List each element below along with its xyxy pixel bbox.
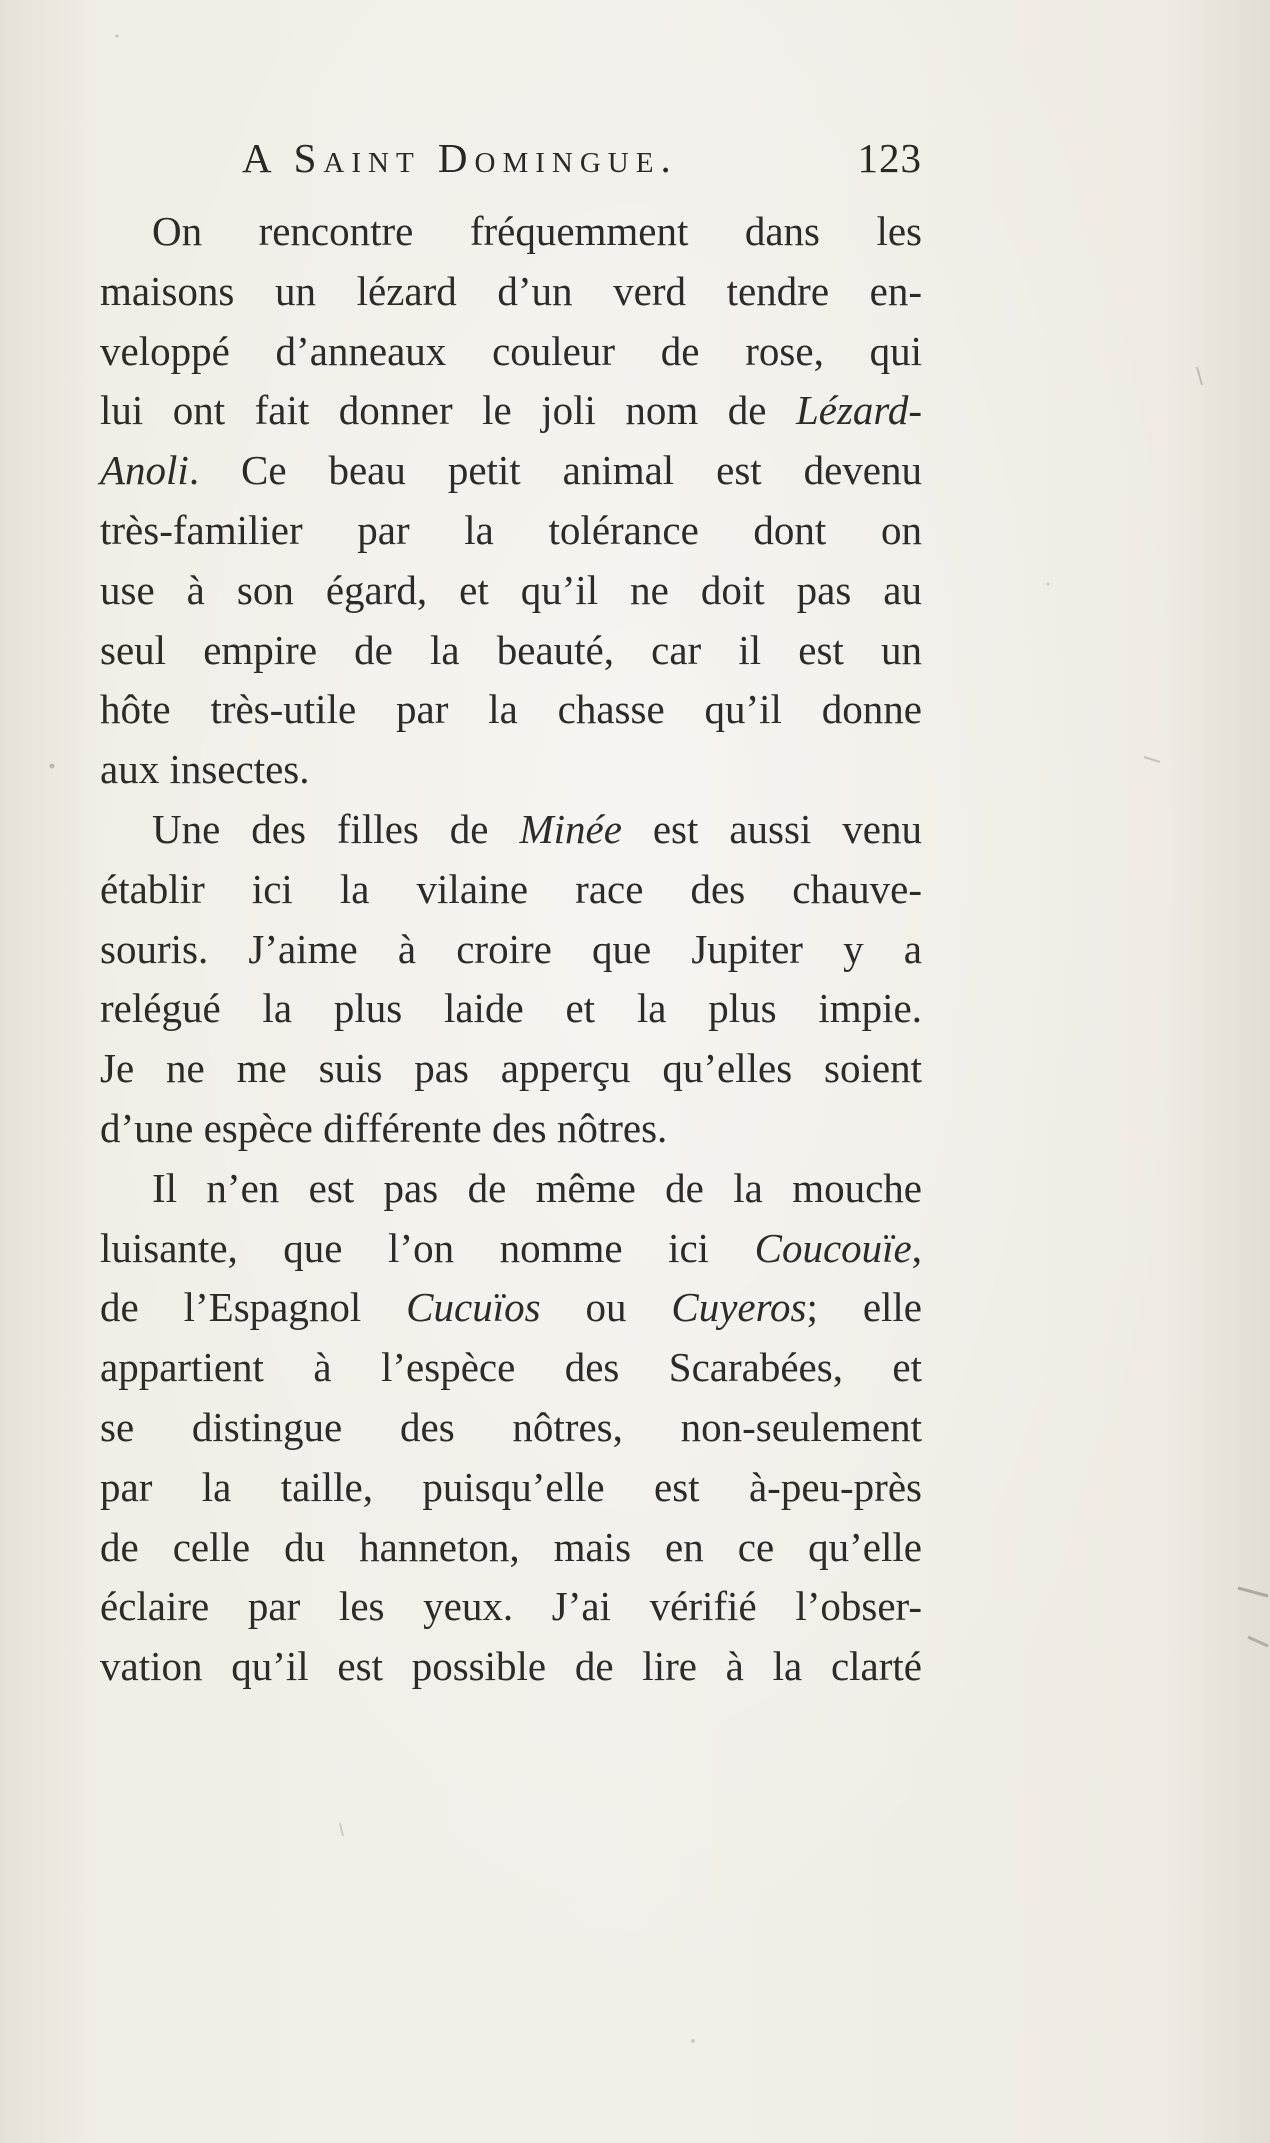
text-line: Une des filles de Minée est aussi venu: [152, 805, 923, 852]
italic-term: Lézard-: [795, 387, 922, 434]
text-line: très-familier par la tolérance dont on: [100, 506, 922, 553]
text-line: Anoli. Ce beau petit animal est devenu: [100, 447, 922, 494]
text-line: de l’Espagnol Cucuïos ou Cuyeros; elle: [100, 1284, 922, 1331]
text-line: par la taille, puisqu’elle est à-peu-près: [100, 1463, 922, 1510]
text-line: vation qu’il est possible de lire à la clarté: [100, 1643, 922, 1690]
text-line: aux insectes.: [100, 746, 310, 793]
text-line: de celle du hanneton, mais en ce qu’elle: [100, 1523, 922, 1570]
text-line: use à son égard, et qu’il ne doit pas au: [100, 566, 922, 613]
page-header: [242, 134, 922, 184]
text-line: lui ont fait donner le joli nom de Lézard-: [100, 387, 922, 434]
text-line: d’une espèce différente des nôtres.: [100, 1104, 668, 1151]
text-line: luisante, que l’on nomme ici Coucouïe,: [100, 1224, 922, 1271]
text-line: seul empire de la beauté, car il est un: [100, 626, 922, 673]
text-line: éclaire par les yeux. J’ai vérifié l’obser-: [100, 1583, 922, 1630]
italic-term: Coucouïe: [754, 1224, 912, 1271]
text-line: maisons un lézard d’un verd tendre en-: [100, 267, 922, 314]
text-line: On rencontre fréquemment dans les: [152, 208, 922, 254]
text-line: Il n’en est pas de même de la mouche: [152, 1164, 922, 1211]
text-line: relégué la plus laide et la plus impie.: [100, 985, 922, 1032]
body-text: [100, 202, 922, 1697]
italic-term: Cucuïos: [406, 1284, 541, 1331]
text-line: veloppé d’anneaux couleur de rose, qui: [100, 327, 922, 374]
page-number: 123: [857, 135, 922, 181]
italic-term: Minée: [519, 805, 622, 852]
text-line: Je ne me suis pas apperçu qu’elles soient: [100, 1045, 922, 1092]
text-line: se distingue des nôtres, non-seulement: [100, 1403, 922, 1450]
text-line: souris. J’aime à croire que Jupiter y a: [100, 925, 922, 972]
running-title: A Saint Domingue.: [242, 135, 678, 181]
italic-term: Cuyeros: [671, 1284, 807, 1331]
italic-term: Anoli: [100, 447, 189, 494]
text-line: hôte très-utile par la chasse qu’il donne: [100, 686, 922, 733]
text-line: établir ici la vilaine race des chauve-: [100, 865, 922, 912]
text-line: appartient à l’espèce des Scarabées, et: [100, 1344, 922, 1391]
